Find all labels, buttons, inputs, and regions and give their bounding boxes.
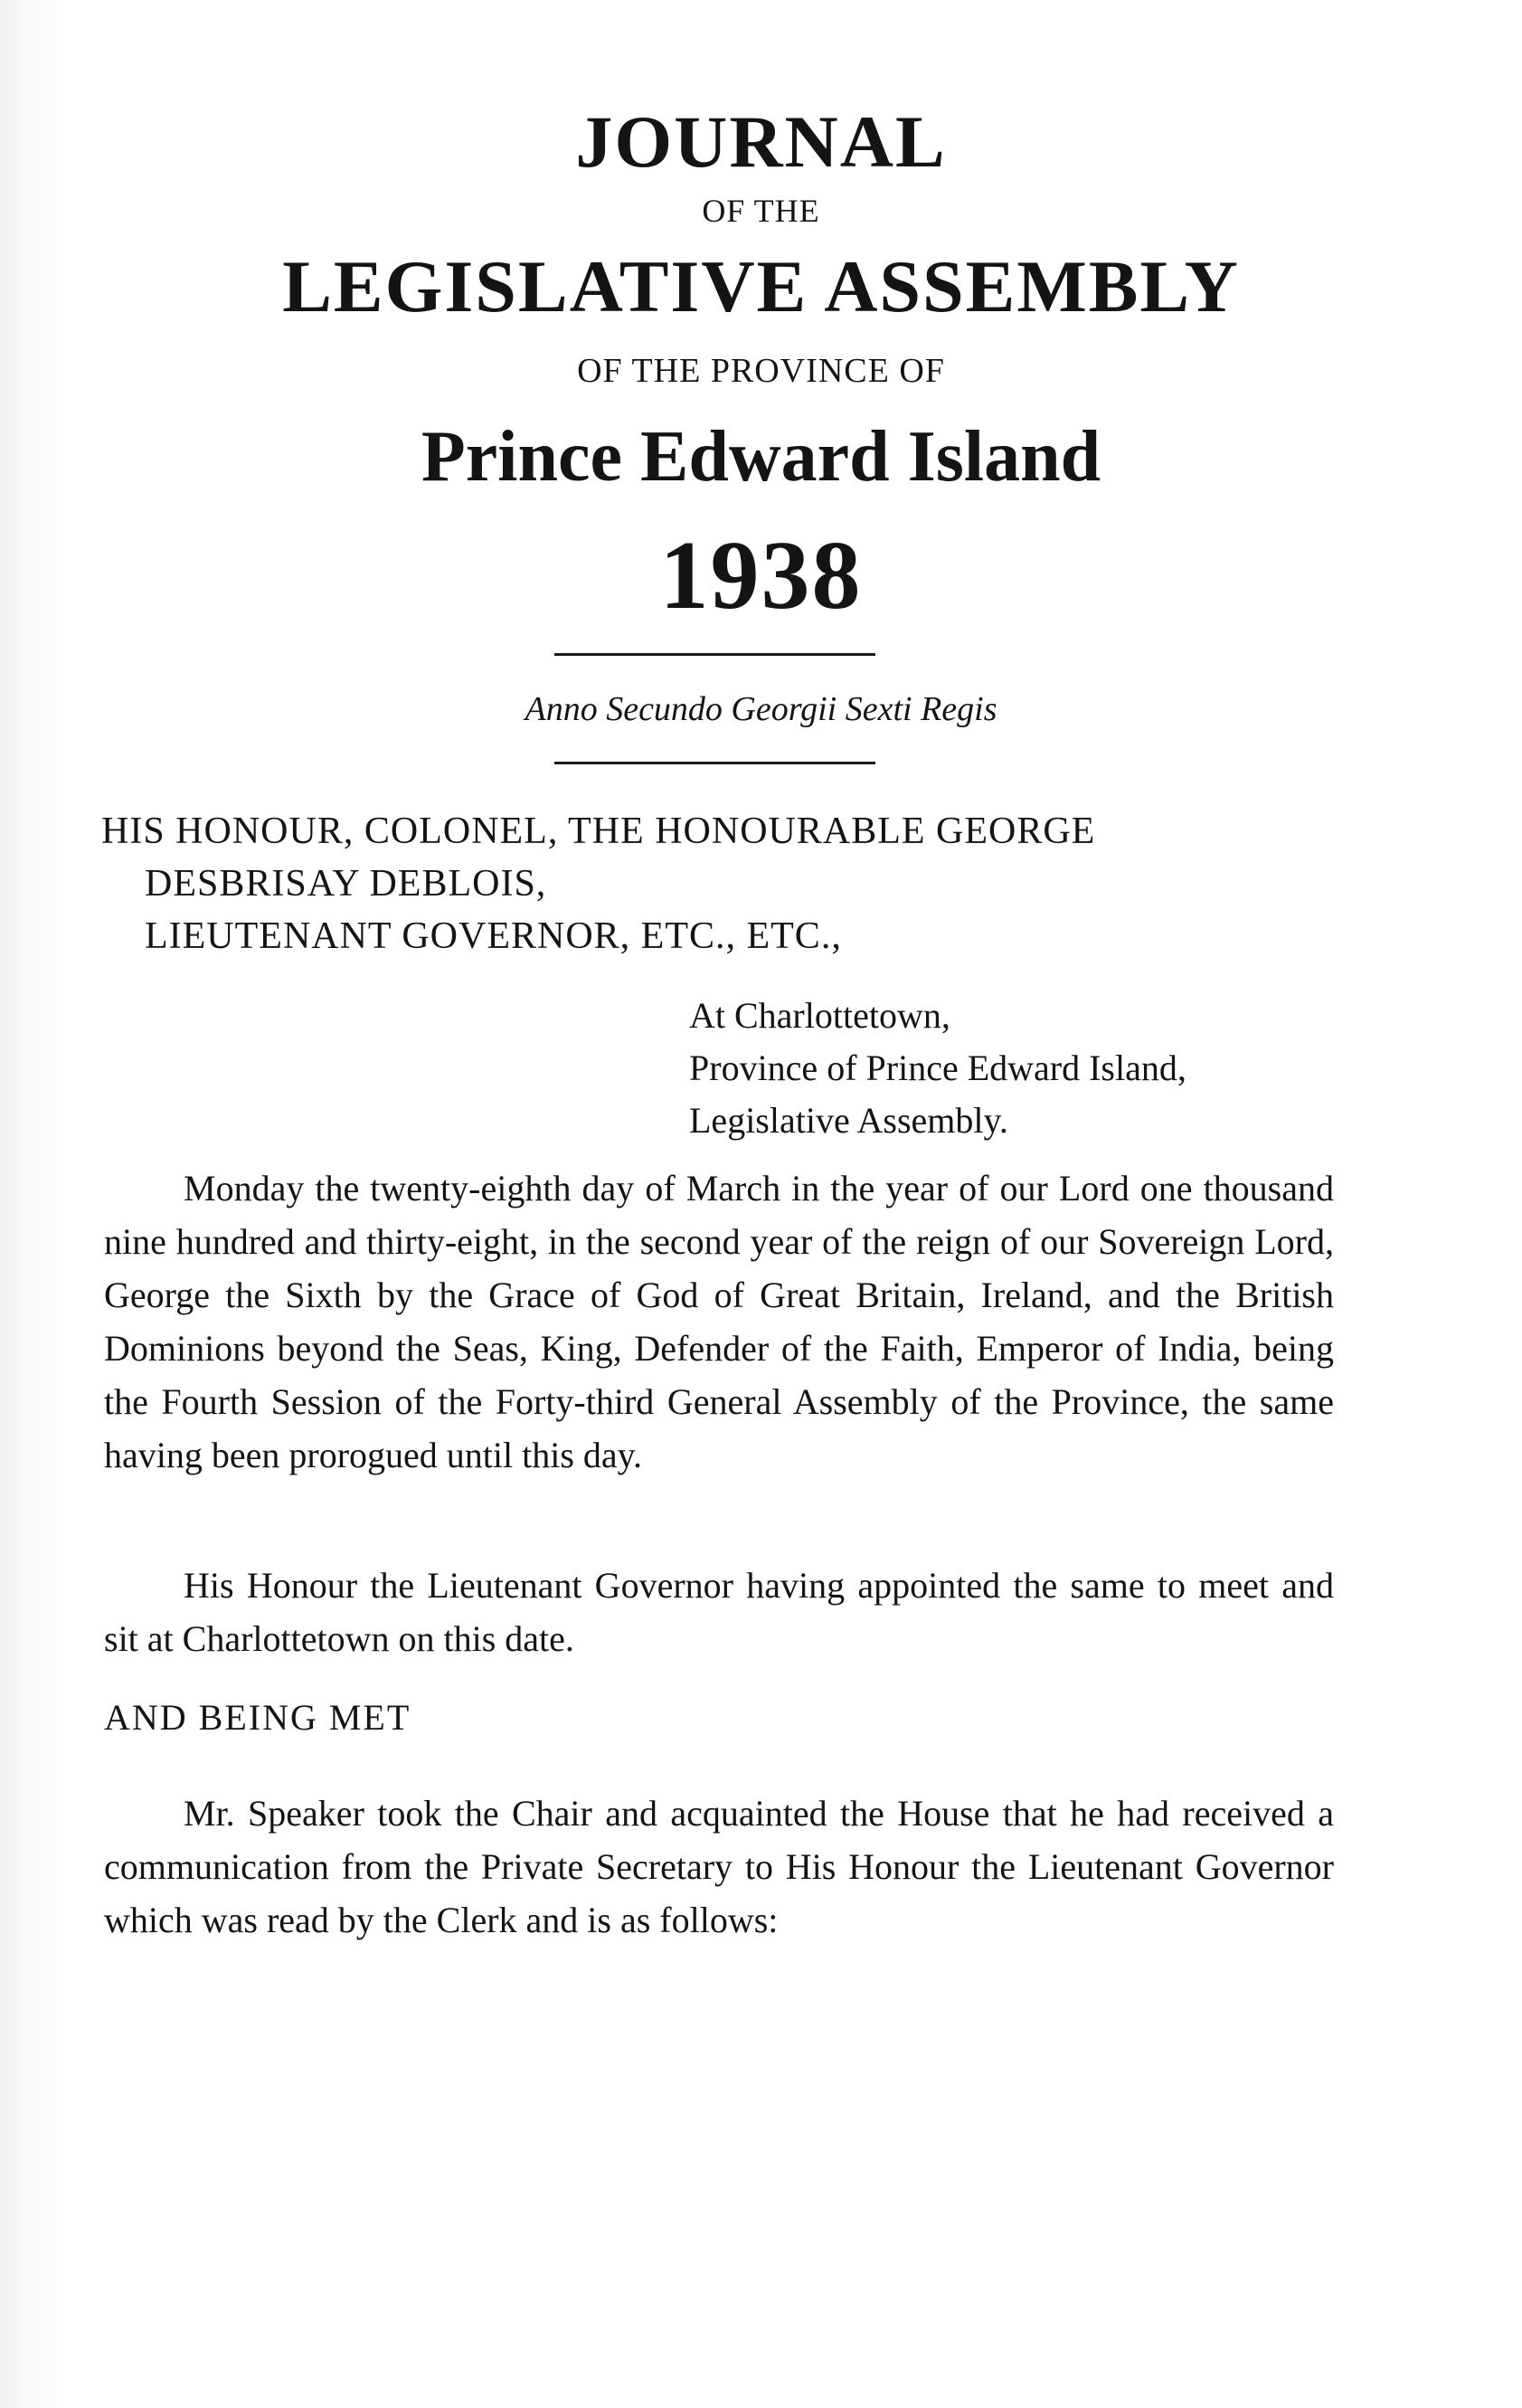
place-block (689, 990, 1186, 1147)
body-paragraph-3: Mr. Speaker took the Chair and acquainted the House that he had received a communication from the Private Secretary to His Honour the Lieutenant Governor which was read by the Clerk and is as follows: (104, 1793, 1334, 1940)
addressee-line-3: LIEUTENANT GOVERNOR, ETC., ETC., (145, 915, 842, 957)
addressee-line-2: DESBRISAY DEBLOIS, (145, 863, 547, 905)
title-legislative-assembly: LEGISLATIVE ASSEMBLY (282, 245, 1240, 327)
subtitle-of-the-province: OF THE PROVINCE OF (577, 352, 945, 390)
place-line-2: Province of Prince Edward Island, (689, 1048, 1186, 1088)
body-paragraph-1: Monday the twenty-eighth day of March in the year of our Lord one thousand nine hundred and thirty-eight, in the second year of the reign of our Sovereign Lord, George the Sixth by the Grace of God of Great Britain, Ireland, and the British Dominions beyond the Seas, King, Defender of the Faith, Emperor of India, being the Fourth Session of the Forty-third General Assembly of the Province, the same having been prorogued until this day. (104, 1168, 1334, 1475)
addressee-block (101, 805, 1095, 962)
place-line-3: Legislative Assembly. (689, 1100, 1008, 1141)
section-heading: AND BEING MET (104, 1697, 411, 1738)
addressee-line-1: HIS HONOUR, COLONEL, THE HONOURABLE GEORGE (101, 811, 1096, 852)
divider-rule-bottom (554, 762, 875, 764)
subtitle-of-the: OF THE (702, 193, 820, 229)
place-line-1: At Charlottetown, (689, 995, 950, 1036)
title-year: 1938 (659, 522, 863, 630)
title-journal: JOURNAL (575, 100, 947, 183)
divider-rule-top (554, 653, 875, 656)
body-paragraph-2: His Honour the Lieutenant Governor having appointed the same to meet and sit at Charlottetown on this date. (104, 1565, 1334, 1659)
title-province-name: Prince Edward Island (421, 417, 1101, 497)
regnal-year: Anno Secundo Georgii Sexti Regis (525, 690, 997, 728)
